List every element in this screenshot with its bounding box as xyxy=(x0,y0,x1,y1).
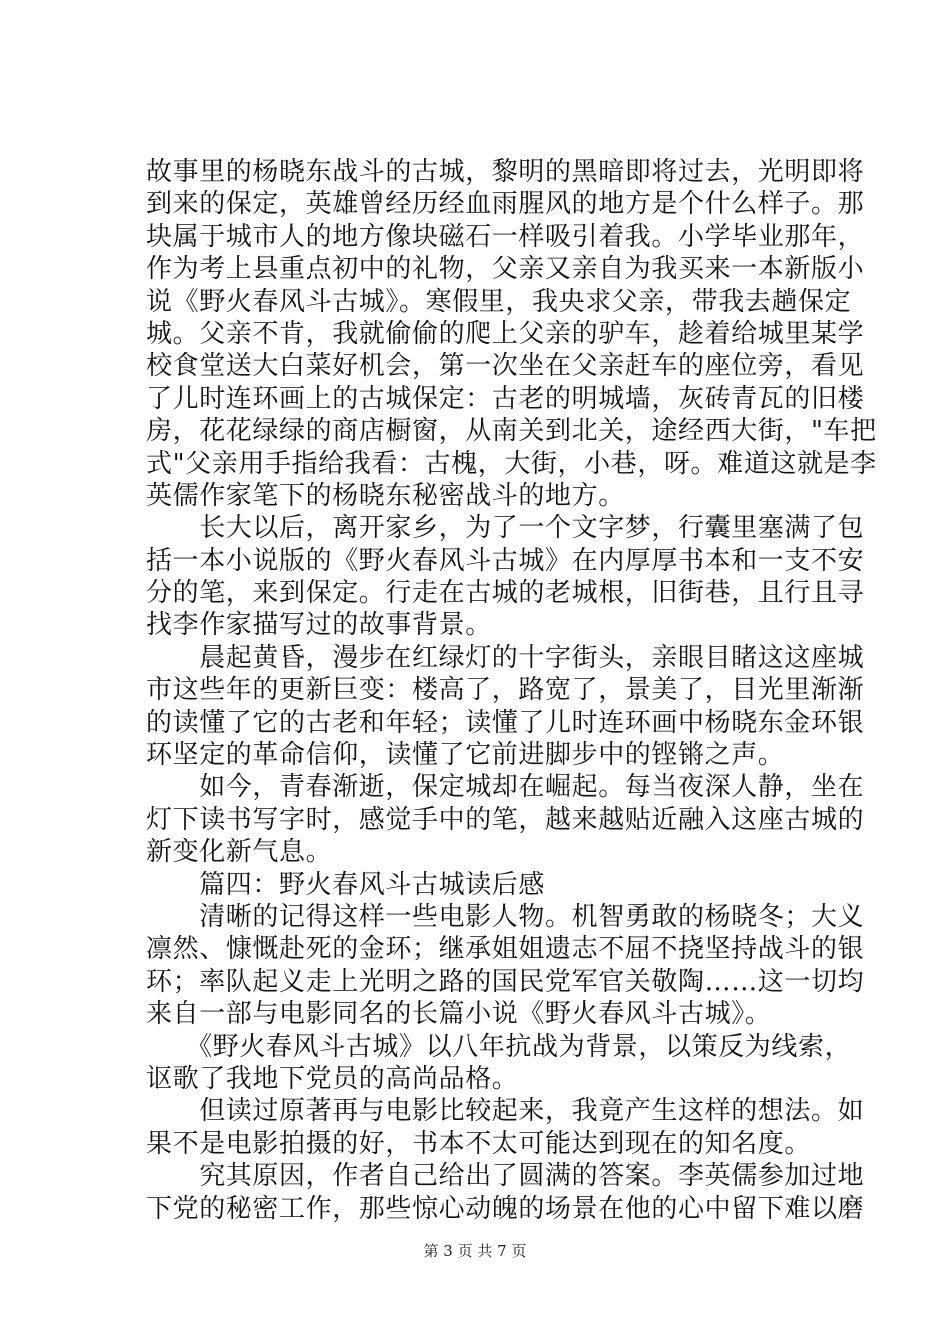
text-line: 果不是电影拍摄的好，书本不太可能达到现在的知名度。 xyxy=(146,1128,812,1159)
text-line: 晨起黄昏，漫步在红绿灯的十字街头，亲眼目睹这这座城 xyxy=(146,642,865,673)
text-line: 的读懂了它的古老和年轻；读懂了儿时连环画中杨晓东金环银 xyxy=(146,707,865,738)
document-body xyxy=(146,156,877,1225)
text-line: 分的笔，来到保定。行走在古城的老城根，旧街巷，且行且寻 xyxy=(146,578,865,609)
text-line: 讴歌了我地下党员的高尚品格。 xyxy=(146,1063,519,1094)
section-heading: 篇四：野火春风斗古城读后感 xyxy=(146,869,546,900)
text-line: 《野火春风斗古城》以八年抗战为背景，以策反为线索， xyxy=(146,1031,852,1062)
text-line: 块属于城市人的地方像块磁石一样吸引着我。小学毕业那年， xyxy=(146,221,865,252)
text-line: 环；率队起义走上光明之路的国民党军官关敬陶……这一切均 xyxy=(146,966,865,997)
text-line: 括一本小说版的《野火春风斗古城》在内厚厚书本和一支不安 xyxy=(146,545,865,576)
text-line: 下党的秘密工作，那些惊心动魄的场景在他的心中留下难以磨 xyxy=(146,1193,865,1224)
text-line: 找李作家描写过的故事背景。 xyxy=(146,610,492,641)
text-line: 作为考上县重点初中的礼物，父亲又亲自为我买来一本新版小 xyxy=(146,254,865,285)
text-line: 灯下读书写字时，感觉手中的笔，越来越贴近融入这座古城的 xyxy=(146,804,865,835)
text-line: 英儒作家笔下的杨晓东秘密战斗的地方。 xyxy=(146,480,625,511)
text-line: 凛然、慷慨赴死的金环；继承姐姐遗志不屈不挠坚持战斗的银 xyxy=(146,934,865,965)
page-footer: 第 3 页 共 7 页 xyxy=(423,1242,527,1260)
text-line: 新变化新气息。 xyxy=(146,837,333,868)
text-line: 故事里的杨晓东战斗的古城，黎明的黑暗即将过去，光明即将 xyxy=(146,157,865,187)
text-line: 说《野火春风斗古城》。寒假里，我央求父亲，带我去趟保定 xyxy=(146,286,852,317)
text-line: 房，花花绿绿的商店橱窗，从南关到北关，途经西大街，"车把 xyxy=(146,416,877,447)
text-line: 式"父亲用手指给我看：古槐，大街，小巷，呀。难道这就是李 xyxy=(146,448,877,479)
text-line: 了儿时连环画上的古城保定：古老的明城墙，灰砖青瓦的旧楼 xyxy=(146,383,865,414)
text-line: 来自一部与电影同名的长篇小说《野火春风斗古城》。 xyxy=(146,999,772,1030)
text-line: 究其原因，作者自己给出了圆满的答案。李英儒参加过地 xyxy=(146,1161,865,1192)
text-line: 如今，青春渐逝，保定城却在崛起。每当夜深人静，坐在 xyxy=(146,772,865,803)
text-line: 城。父亲不肯，我就偷偷的爬上父亲的驴车，趁着给城里某学 xyxy=(146,318,865,349)
text-line: 长大以后，离开家乡，为了一个文字梦，行囊里塞满了包 xyxy=(146,513,865,544)
text-line: 到来的保定，英雄曾经历经血雨腥风的地方是个什么样子。那 xyxy=(146,189,865,220)
text-line: 校食堂送大白菜好机会，第一次坐在父亲赶车的座位旁，看见 xyxy=(146,351,865,382)
text-line: 清晰的记得这样一些电影人物。机智勇敢的杨晓冬；大义 xyxy=(146,901,865,932)
text-line: 市这些年的更新巨变：楼高了，路宽了，景美了，目光里渐渐 xyxy=(146,675,865,706)
text-line: 但读过原著再与电影比较起来，我竟产生这样的想法。如 xyxy=(146,1096,865,1127)
text-line: 环坚定的革命信仰，读懂了它前进脚步中的铿锵之声。 xyxy=(146,740,785,771)
